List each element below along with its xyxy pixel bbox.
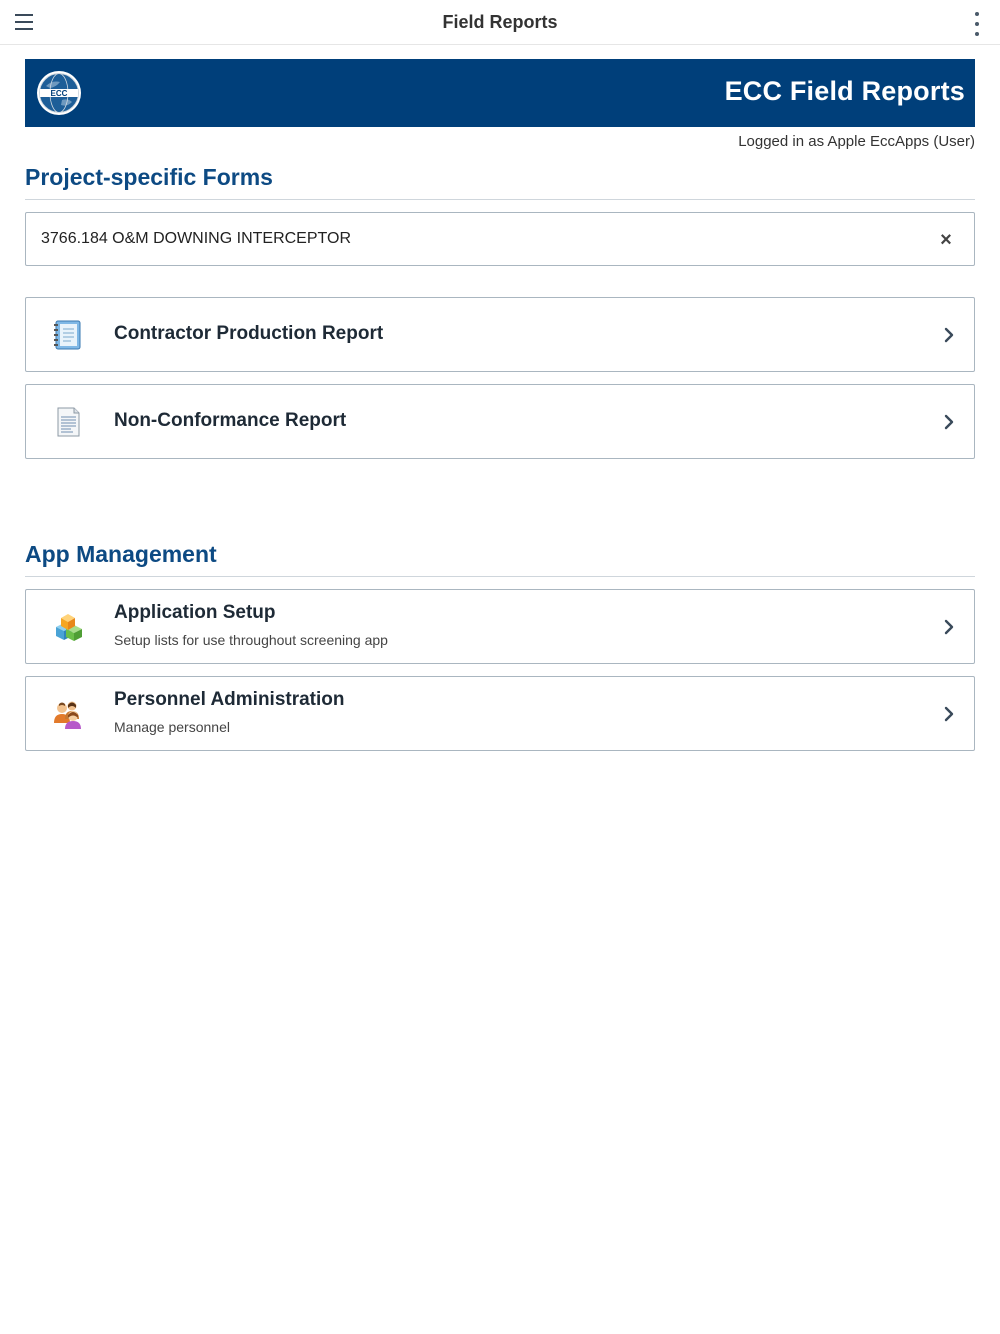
logo-text: ECC [50, 89, 68, 98]
header-banner [25, 59, 975, 127]
section-divider [25, 199, 975, 200]
personnel-administration-item[interactable] [25, 676, 975, 751]
app-management-heading: App Management [25, 541, 217, 567]
vertical-dots-icon[interactable] [972, 12, 982, 36]
contractor-production-report-item[interactable] [25, 297, 975, 372]
project-forms-heading: Project-specific Forms [25, 164, 273, 190]
top-app-bar [0, 0, 1000, 45]
card-subtitle: Manage personnel [114, 719, 230, 735]
card-subtitle: Setup lists for use throughout screening app [114, 632, 388, 648]
project-selector-value: 3766.184 O&M DOWNING INTERCEPTOR [41, 230, 351, 247]
non-conformance-report-item[interactable] [25, 384, 975, 459]
notebook-icon [51, 318, 85, 352]
project-selector[interactable] [25, 212, 975, 266]
document-icon [51, 405, 85, 439]
chevron-right-icon [942, 413, 956, 431]
blocks-icon [51, 610, 85, 644]
logged-in-status: Logged in as Apple EccApps (User) [738, 133, 975, 150]
section-divider [25, 576, 975, 577]
card-label: Application Setup [114, 602, 276, 623]
globe-logo-icon [36, 70, 82, 116]
people-icon [51, 697, 85, 731]
chevron-right-icon [942, 705, 956, 723]
banner-title: ECC Field Reports [724, 76, 965, 106]
card-label: Non-Conformance Report [114, 410, 347, 431]
card-label: Contractor Production Report [114, 323, 384, 344]
application-setup-item[interactable] [25, 589, 975, 664]
chevron-right-icon [942, 326, 956, 344]
close-icon[interactable]: × [940, 229, 952, 251]
page-title: Field Reports [442, 12, 558, 32]
card-label: Personnel Administration [114, 689, 345, 710]
chevron-right-icon [942, 618, 956, 636]
